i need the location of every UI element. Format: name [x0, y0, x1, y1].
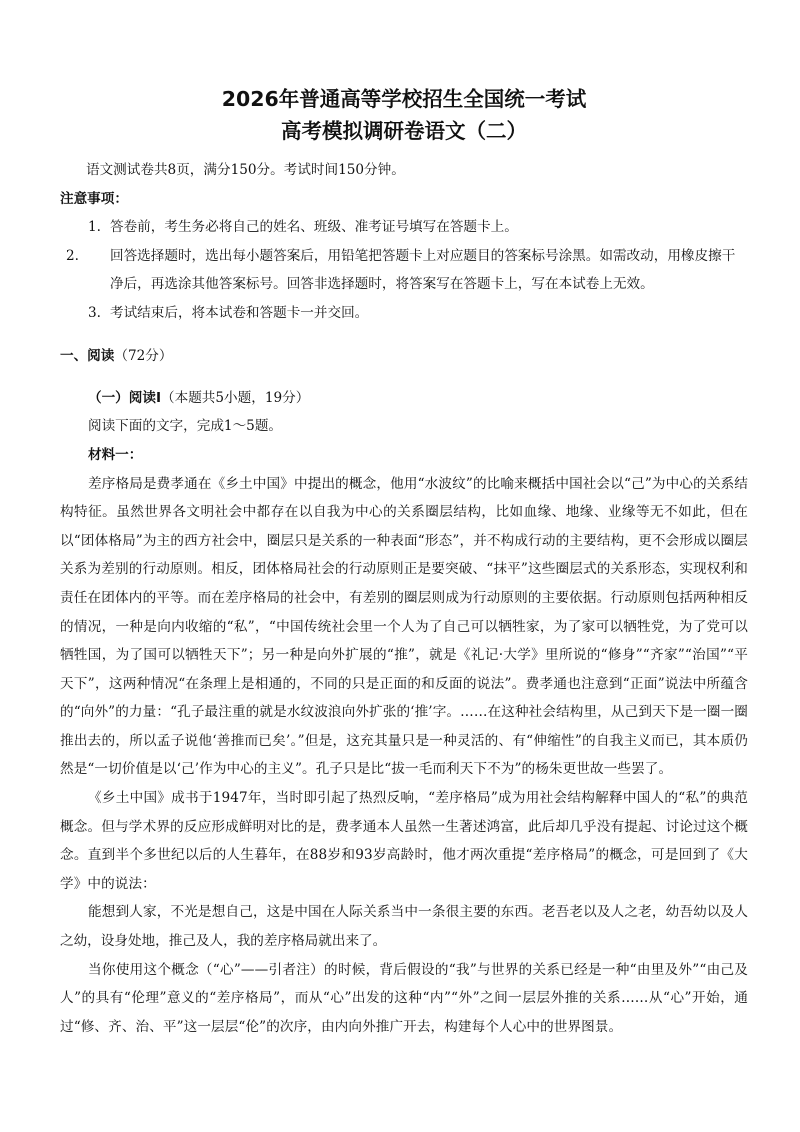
- notice-item-number: 3.: [88, 304, 101, 321]
- notice-item-3: [60, 299, 748, 328]
- reading-instruction: 阅读下面的文字，完成1～5题。: [88, 418, 283, 435]
- notice-item-2: [60, 242, 748, 299]
- notice-item-text: 回答选择题时，选出每小题答案后，用铅笔把答题卡上对应题目的答案标号涂黑。如需改动，用橡皮擦干净后，再选涂其他答案标号。回答非选择题时，将答案写在答题卡上，写在本试卷上无效。: [110, 247, 736, 293]
- part-title: （一）阅读Ⅰ: [88, 389, 162, 406]
- section-title: 一、阅读: [60, 347, 115, 364]
- notice-item-text: 考试结束后，将本试卷和答题卡一并交回。: [110, 304, 369, 321]
- exam-intro: 语文测试卷共8页，满分150分。考试时间150分钟。: [86, 162, 405, 178]
- exam-title: 2026年普通高等学校招生全国统一考试: [221, 87, 587, 111]
- part-heading: [60, 384, 748, 413]
- material-label: 材料一：: [88, 446, 143, 463]
- passage-paragraph-2: 《乡土中国》成书于1947年，当时即引起了热烈反响，“差序格局”成为用社会结构解释中国人的“私”的典范概念。但与学术界的反应形成鲜明对比的是，费孝通本人虽然一生著述鸿富，此后却几乎没有提起、讨论过这个概念。直到半个多世纪以后的人生暮年，在88岁和93岁高龄时，他才两次重提“差序格局”的概念，可是回到了《大学》中的说法：: [60, 790, 748, 892]
- section-score: （72分）: [114, 347, 173, 364]
- notice-item-text: 答卷前，考生务必将自己的姓名、班级、准考证号填写在答题卡上。: [110, 219, 518, 236]
- part-note: （本题共5小题，19分）: [161, 389, 310, 406]
- passage-paragraph-1: 差序格局是费孝通在《乡土中国》中提出的概念，他用“水波纹”的比喻来概括中国社会以“己”为中心的关系结构特征。虽然世界各文明社会中都存在以自我为中心的关系圈层结构，比如血缘、地缘、业缘等无不如此，但在以“团体格局”为主的西方社会中，圈层只是关系的一种表面“形态”，并不构成行动的主要结构，更不会形成以圈层关系为差别的行动原则。相反，团体格局社会的行动原则正是要突破、“抹平”这些圈层式的关系形态，实现权利和责任在团体内的平等。而在差序格局的社会中，有差别的圈层则成为行动原则的主要依据。行动原则包括两种相反的情况，一种是向内收缩的“私”，“中国传统社会里一个人为了自己可以牺牲家，为了家可以牺牲党，为了党可以牺牲国，为了国可以牺牲天下”；另一种是向外扩展的“推”，就是《礼记·大学》里所说的“修身”“齐家”“治国”“平天下”，这两种情况“在条理上是相通的，不同的只是正面的和反面的说法”。费孝通也注意到“正面”说法中所蕴含的“向外”的力量：“孔子最注重的就是水纹波浪向外扩张的‘推’字。……在这种社会结构里，从己到天下是一圈一圈推出去的，所以孟子说他‘善推而已矣’。”但是，这充其量只是一种灵活的、有“伸缩性”的自我主义而已，其本质仍然是“一切价值是以‘己’作为中心的主义”。孔子只是比“拔一毛而利天下不为”的杨朱更世故一些罢了。: [60, 475, 748, 778]
- passage-paragraph-3: 当你使用这个概念（“心”——引者注）的时候，背后假设的“我”与世界的关系已经是一种“由里及外”“由己及人”的具有“伦理”意义的“差序格局”，而从“心”出发的这种“内”“外”之间一层层外推的关系……从“心”开始，通过“修、齐、治、平”这一层层“伦”的次序，由内向外推广开去，构建每个人心中的世界图景。: [60, 961, 748, 1035]
- exam-subtitle: 高考模拟调研卷语文（二）: [281, 119, 527, 143]
- notice-heading: 注意事项：: [60, 190, 128, 207]
- notice-item-1: [60, 213, 748, 242]
- notice-item-number: 2.: [66, 247, 79, 264]
- notice-item-number: 1.: [88, 219, 101, 236]
- passage-quote: 能想到人家，不光是想自己，这是中国在人际关系当中一条很主要的东西。老吾老以及人之老，幼吾幼以及人之幼，设身处地，推己及人，我的差序格局就出来了。: [60, 904, 748, 950]
- section-heading: [60, 342, 748, 371]
